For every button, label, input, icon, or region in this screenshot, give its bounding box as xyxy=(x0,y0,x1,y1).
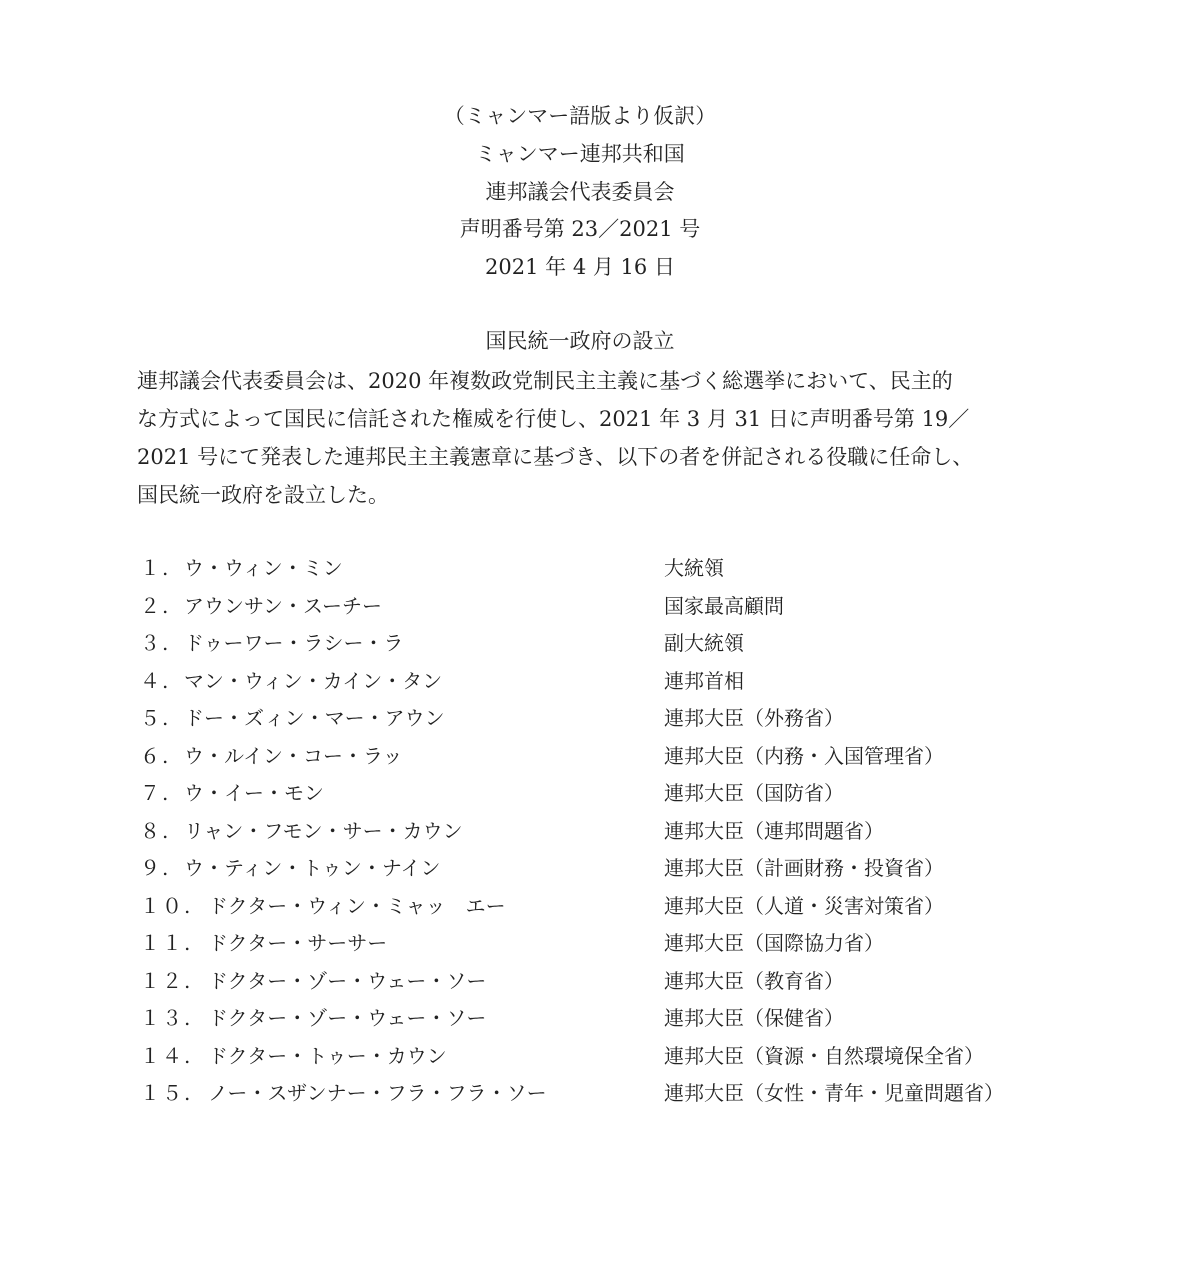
row-number: １４. xyxy=(140,1043,193,1068)
role-title: 連邦大臣（女性・青年・児童問題省） xyxy=(664,1081,1004,1105)
person-name: ドゥーワー・ラシー・ラ xyxy=(184,631,404,655)
appointment-row xyxy=(140,588,1040,626)
role-title: 連邦大臣（保健省） xyxy=(664,1006,844,1030)
person-name: ドクター・ウィン・ミャッ エー xyxy=(208,893,506,918)
body-line: 2021 号にて発表した連邦民主主義憲章に基づき、以下の者を併記される役職に任命し、 xyxy=(137,445,974,469)
role-title: 連邦大臣（人道・災害対策省） xyxy=(664,893,944,918)
row-number: １２. xyxy=(140,968,193,993)
role-title: 連邦大臣（内務・入国管理省） xyxy=(664,743,944,768)
person-name: ドー・ズィン・マー・アウン xyxy=(184,706,445,730)
role-title: 副大統領 xyxy=(664,631,744,655)
appointment-list xyxy=(140,550,1040,1113)
row-number: ７. xyxy=(140,781,171,805)
role-title: 連邦大臣（計画財務・投資省） xyxy=(664,856,944,880)
appointment-row xyxy=(140,1075,1040,1113)
row-number: ６. xyxy=(140,743,171,768)
appointment-row xyxy=(140,700,1040,738)
document-title: 国民統一政府の設立 xyxy=(485,329,675,353)
row-number: １５. xyxy=(140,1081,193,1105)
role-title: 国家最高顧問 xyxy=(664,593,784,618)
role-title: 連邦大臣（教育省） xyxy=(664,968,844,993)
person-name: アウンサン・スーチー xyxy=(184,593,382,618)
appointment-row xyxy=(140,625,1040,663)
role-title: 連邦大臣（資源・自然環境保全省） xyxy=(664,1043,984,1068)
appointment-row xyxy=(140,850,1040,888)
appointment-row xyxy=(140,775,1040,813)
appointment-row xyxy=(140,663,1040,701)
row-number: １０. xyxy=(140,893,193,918)
translation-note: （ミャンマー語版より仮訳） xyxy=(443,104,717,128)
row-number: ２. xyxy=(140,593,171,618)
appointment-row xyxy=(140,925,1040,963)
role-title: 連邦首相 xyxy=(664,668,744,693)
row-number: １. xyxy=(140,556,171,580)
person-name: ドクター・ゾー・ウェー・ソー xyxy=(208,1006,487,1030)
appointment-row xyxy=(140,813,1040,851)
role-title: 連邦大臣（連邦問題省） xyxy=(664,818,884,843)
person-name: ウ・イー・モン xyxy=(184,781,324,805)
row-number: １３. xyxy=(140,1006,193,1030)
appointment-row xyxy=(140,738,1040,776)
role-title: 大統領 xyxy=(664,556,724,580)
person-name: ノー・スザンナー・フラ・フラ・ソー xyxy=(208,1081,547,1105)
person-name: マン・ウィン・カイン・タン xyxy=(184,668,443,693)
appointment-row xyxy=(140,1000,1040,1038)
body-line: 国民統一政府を設立した。 xyxy=(137,483,389,507)
appointment-row xyxy=(140,888,1040,926)
row-number: ８. xyxy=(140,818,171,843)
row-number: ９. xyxy=(140,856,171,880)
body-line: な方式によって国民に信託された権威を行使し、2021 年 3 月 31 日に声明番号第 19／ xyxy=(137,407,970,431)
committee-name: 連邦議会代表委員会 xyxy=(485,180,675,204)
body-line: 連邦議会代表委員会は、2020 年複数政党制民主主義に基づく総選挙において、民主的 xyxy=(137,369,953,393)
role-title: 連邦大臣（外務省） xyxy=(664,706,844,730)
row-number: ５. xyxy=(140,706,171,730)
person-name: ウ・ティン・トゥン・ナイン xyxy=(184,856,441,880)
appointment-row xyxy=(140,963,1040,1001)
person-name: ウ・ルイン・コー・ラッ xyxy=(184,743,403,768)
statement-number: 声明番号第 23／2021 号 xyxy=(459,217,701,241)
person-name: ドクター・ゾー・ウェー・ソー xyxy=(208,968,487,993)
row-number: １１. xyxy=(140,931,193,955)
appointment-row xyxy=(140,550,1040,588)
role-title: 連邦大臣（国防省） xyxy=(664,781,844,805)
body-paragraph xyxy=(137,362,1037,514)
row-number: ４. xyxy=(140,668,171,693)
person-name: ドクター・トゥー・カウン xyxy=(208,1043,447,1068)
appointment-row xyxy=(140,1038,1040,1076)
row-number: ３. xyxy=(140,631,171,655)
country-name: ミャンマー連邦共和国 xyxy=(475,142,685,166)
person-name: ドクター・サーサー xyxy=(208,931,388,955)
statement-date: 2021 年 4 月 16 日 xyxy=(485,255,675,279)
role-title: 連邦大臣（国際協力省） xyxy=(664,931,884,955)
person-name: ウ・ウィン・ミン xyxy=(184,556,343,580)
person-name: リャン・フモン・サー・カウン xyxy=(184,818,463,843)
